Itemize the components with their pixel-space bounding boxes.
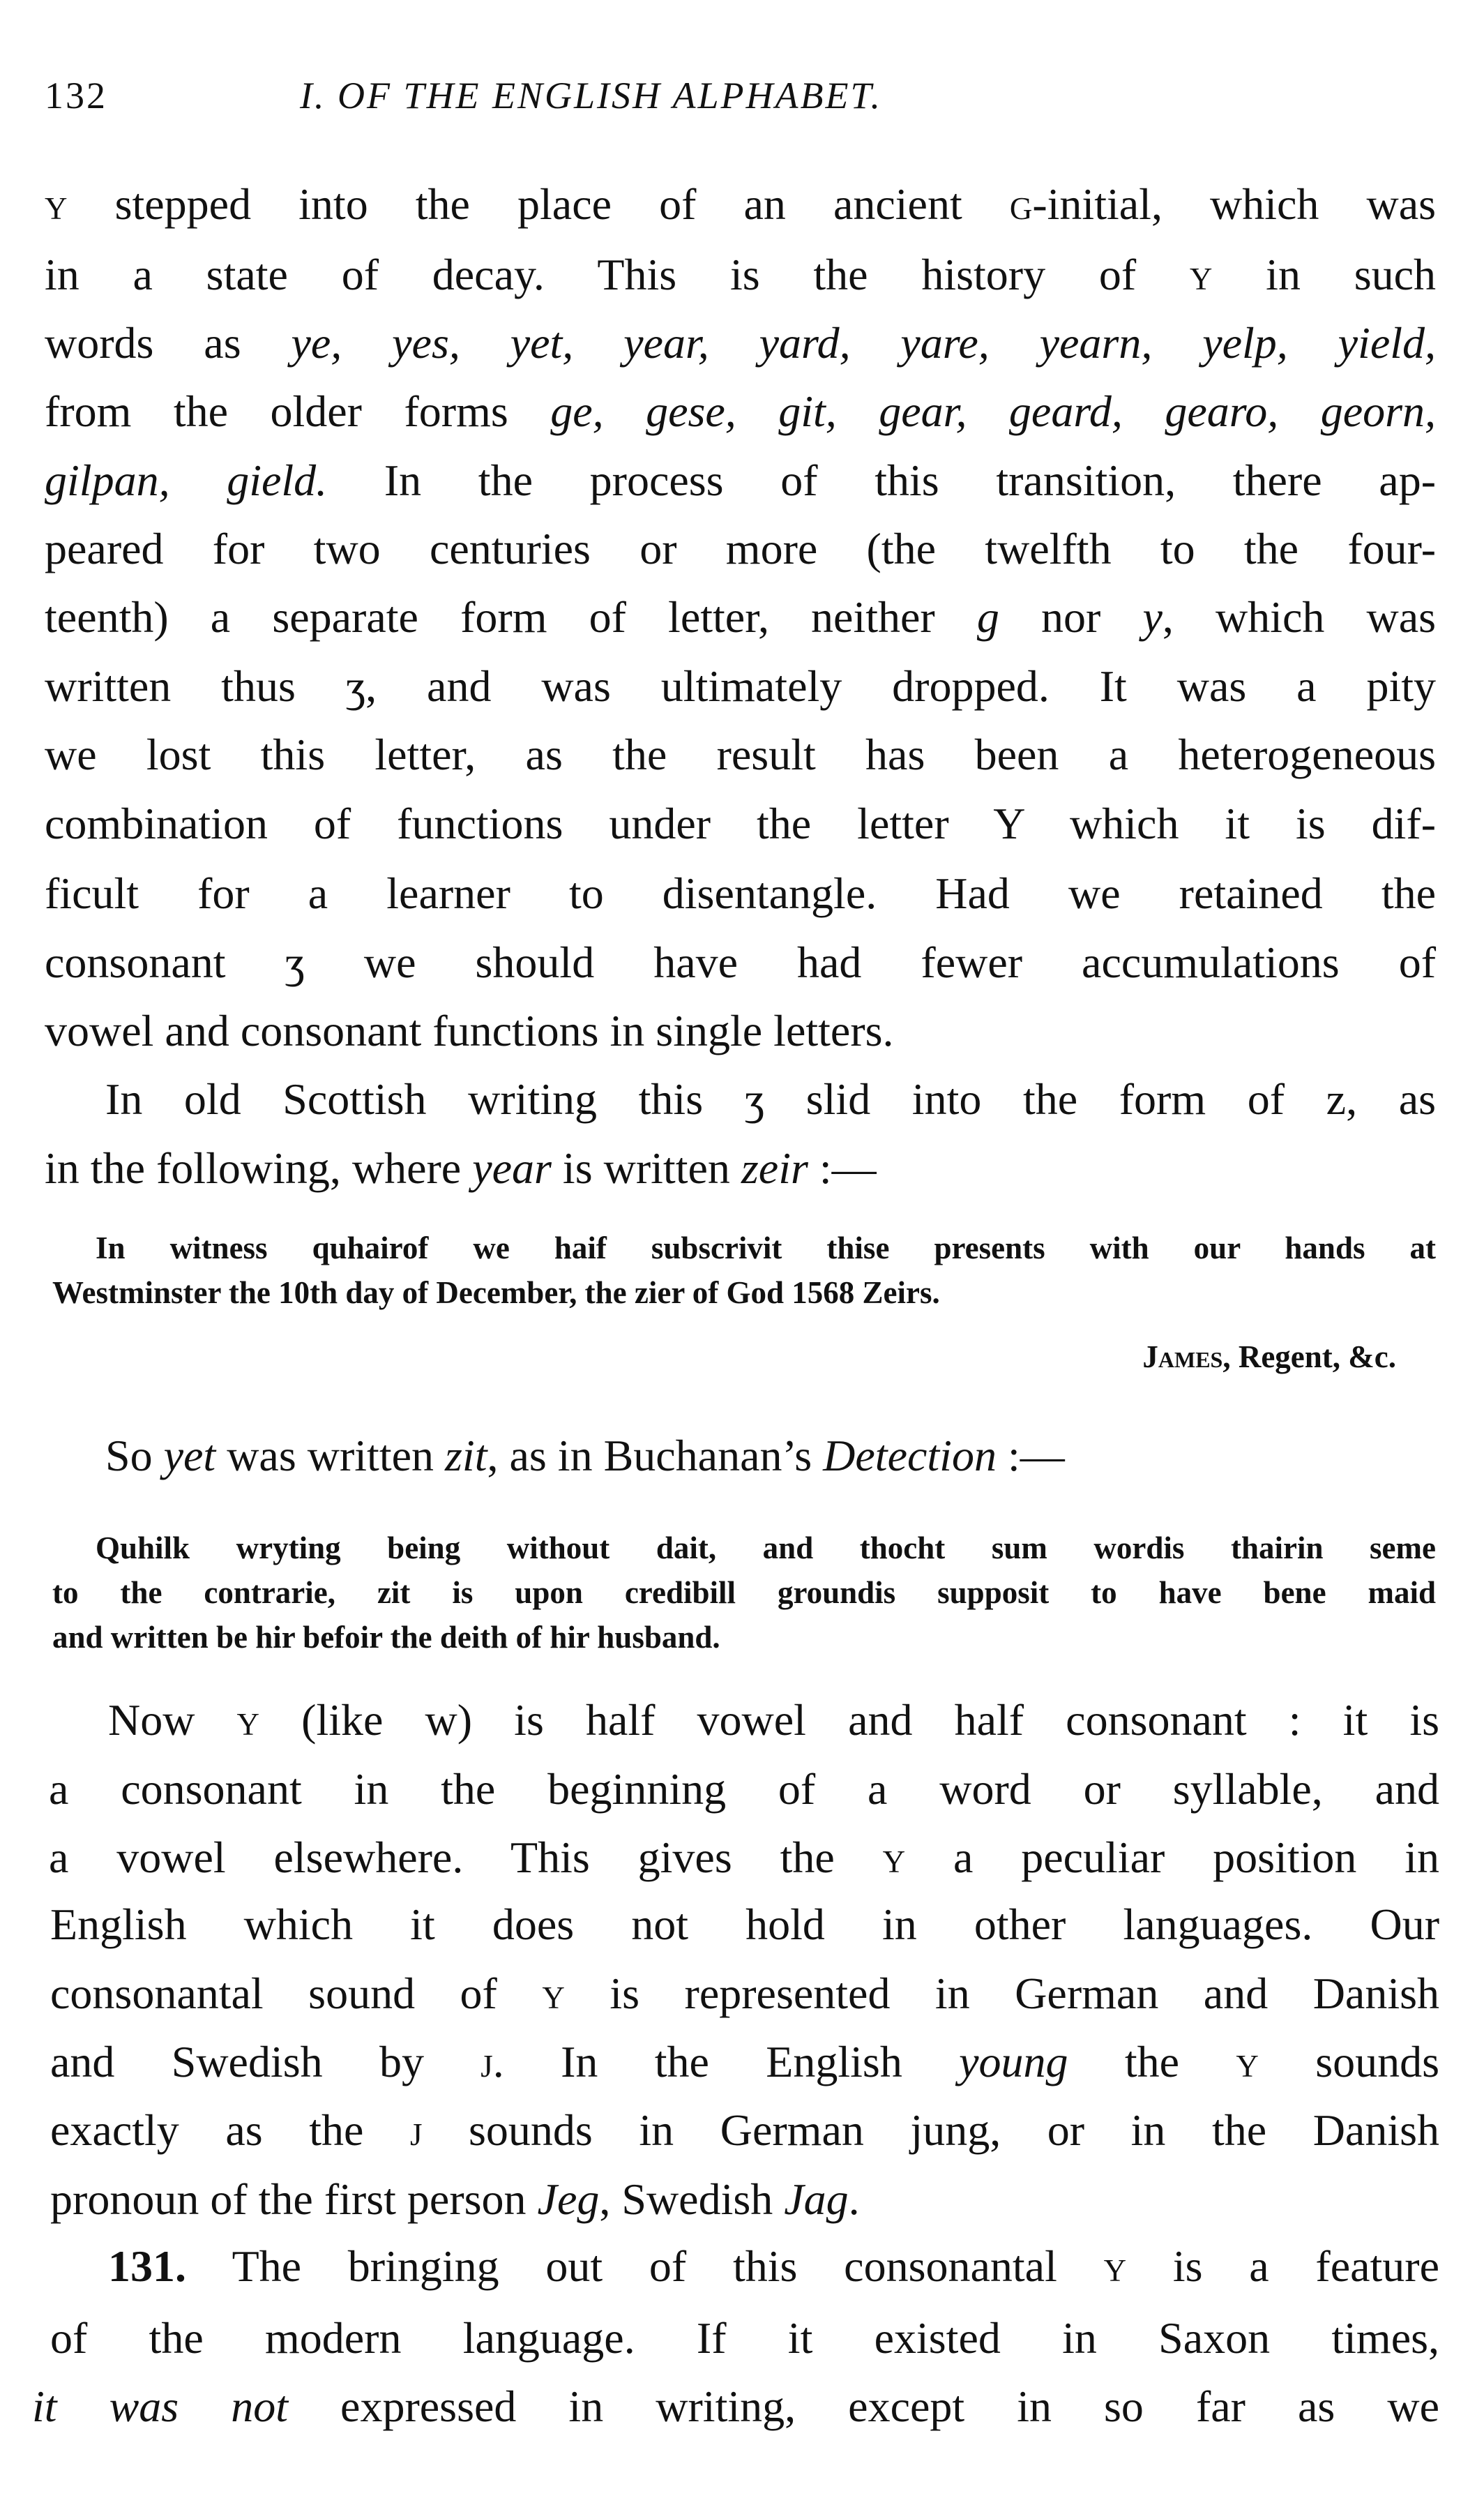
text-segment: combination of functions under the letter Y which it is dif- <box>45 799 1436 848</box>
page-number: 132 <box>45 75 107 116</box>
text-segment: the <box>1068 2037 1236 2086</box>
text-line <box>45 859 1436 928</box>
text-segment: pronoun of the first person <box>50 2174 538 2224</box>
quote-line <box>52 1270 1436 1315</box>
text-segment: In old Scottish writing this ʒ slid into the form of z, as <box>105 1074 1436 1124</box>
text-segment: young <box>959 2037 1068 2086</box>
text-segment: . <box>848 2174 860 2224</box>
text-segment: stepped into the place of an ancient <box>67 179 1010 229</box>
text-segment: In witness quhairof we haif subscrivit thise presents with our hands at <box>96 1231 1436 1265</box>
text-segment: y <box>542 1969 565 2018</box>
text-segment: English which it does not hold in other languages. Our <box>50 1900 1439 1949</box>
text-line <box>45 377 1436 446</box>
text-segment: a consonant in the beginning of a word or syllable, and <box>49 1764 1439 1814</box>
text-segment: in the following, where <box>45 1143 473 1193</box>
text-segment: Jeg <box>537 2174 600 2224</box>
text-segment: Now <box>108 1695 237 1745</box>
text-line <box>45 1134 1436 1203</box>
text-segment: peared for two centuries or more (the twelfth to the four- <box>45 524 1436 573</box>
text-line <box>45 583 1436 652</box>
text-segment: Quhilk wryting being without dait, and thocht sum wordis thairin seme <box>96 1530 1436 1565</box>
text-segment: y <box>45 179 68 229</box>
text-segment: y <box>1189 250 1213 299</box>
text-line <box>50 2096 1439 2165</box>
text-segment: consonantal sound of <box>50 1969 543 2018</box>
text-segment: exactly as the <box>50 2105 410 2155</box>
text-line <box>50 2028 1439 2096</box>
text-segment: y <box>236 1695 260 1745</box>
text-line <box>108 1686 1439 1754</box>
text-segment: (like w) is half vowel and half consonant : it is <box>259 1695 1440 1745</box>
text-segment: y <box>1142 592 1163 642</box>
text-segment: and written be hir befoir the deith of hir husband. <box>52 1620 720 1655</box>
text-segment: 131. <box>108 2241 186 2291</box>
text-line <box>45 446 1436 515</box>
quote-line <box>96 1526 1436 1570</box>
text-segment: , Regent, &c. <box>1222 1339 1396 1374</box>
text-segment: yet <box>163 1431 216 1480</box>
text-segment: is written <box>551 1143 741 1193</box>
text-segment: a vowel elsewhere. This gives the <box>49 1833 883 1882</box>
text-segment: y <box>1103 2241 1127 2291</box>
text-segment: ye, yes, yet, year, yard, yare, yearn, yelp, yield, <box>291 318 1437 368</box>
text-line <box>50 2304 1439 2372</box>
text-segment: teenth) a separate form of letter, neither <box>45 592 977 642</box>
text-line <box>49 1823 1439 1892</box>
text-segment: zeir <box>741 1143 808 1193</box>
text-segment: in a state of decay. This is the history of <box>45 250 1190 299</box>
quote-line <box>52 1615 1436 1660</box>
text-line <box>45 997 1436 1065</box>
text-segment: Westminster the 10th day of December, the zier of God 1568 Zeirs. <box>52 1275 940 1310</box>
text-segment: y <box>882 1833 906 1882</box>
text-line <box>105 1422 1436 1490</box>
text-segment: to the contrarie, zit is upon credibill groundis supposit to have bene maid <box>52 1575 1436 1610</box>
text-segment: written thus ʒ, and was ultimately dropped. It was a pity <box>45 661 1436 711</box>
text-segment: :— <box>808 1143 877 1193</box>
text-segment: is a feature <box>1126 2241 1440 2291</box>
text-segment: So <box>105 1431 164 1480</box>
text-segment: The bringing out of this consonantal <box>186 2241 1104 2291</box>
text-segment: Jag <box>784 2174 849 2224</box>
text-segment: -initial, which was <box>1032 179 1437 229</box>
text-segment: ge, gese, git, gear, geard, gearo, georn, <box>550 386 1437 436</box>
text-segment: sounds <box>1258 2037 1440 2086</box>
text-line <box>45 790 1436 858</box>
quote-line <box>52 1570 1436 1615</box>
text-segment: :— <box>996 1431 1065 1480</box>
text-line <box>45 241 1436 309</box>
text-line <box>105 1065 1436 1134</box>
text-line <box>50 1890 1439 1959</box>
text-segment: sounds in German jung, or in the Danish <box>422 2105 1440 2155</box>
text-segment: , which was <box>1162 592 1437 642</box>
text-segment: and Swedish by <box>50 2037 481 2086</box>
text-segment: is represented in German and Danish <box>564 1969 1440 2018</box>
text-line <box>108 2232 1439 2301</box>
text-line <box>50 1959 1439 2028</box>
text-segment: , as in Buchanan’s <box>487 1431 824 1480</box>
text-line <box>45 928 1436 997</box>
quote-line <box>96 1226 1436 1270</box>
text-line <box>50 2165 1439 2234</box>
text-segment: , Swedish <box>599 2174 785 2224</box>
text-segment: of the modern language. If it existed in Saxon times, <box>50 2313 1439 2363</box>
text-line <box>45 309 1436 377</box>
text-segment: in such <box>1212 250 1437 299</box>
text-line <box>45 515 1436 583</box>
text-segment: . In the English <box>492 2037 960 2086</box>
text-segment: j <box>409 2105 423 2155</box>
text-segment: was written <box>215 1431 445 1480</box>
text-segment: zit <box>445 1431 487 1480</box>
text-segment: g <box>1009 179 1033 229</box>
text-segment: j <box>480 2037 493 2086</box>
text-line <box>45 652 1436 721</box>
text-segment: we lost this letter, as the result has been a heterogeneous <box>45 730 1436 779</box>
text-segment: g <box>976 592 999 642</box>
text-line <box>45 721 1436 789</box>
text-line <box>32 2372 1439 2441</box>
text-segment: nor <box>999 592 1143 642</box>
text-segment: ficult for a learner to disentangle. Had we retained the <box>45 868 1436 918</box>
running-title: I. OF THE ENGLISH ALPHABET. <box>300 75 882 116</box>
text-segment: In the process of this transition, there ap- <box>327 456 1437 505</box>
text-segment: Detection <box>823 1431 997 1480</box>
text-line <box>49 1755 1439 1823</box>
text-segment: gilpan, gield. <box>45 456 328 505</box>
text-segment: y <box>1236 2037 1259 2086</box>
text-segment: year <box>472 1143 552 1193</box>
text-segment: it was not <box>32 2382 289 2431</box>
quote-signature <box>52 1334 1396 1379</box>
text-segment: expressed in writing, except in so far as we <box>288 2382 1440 2431</box>
text-segment: a peculiar position in <box>905 1833 1440 1882</box>
text-segment: James <box>1142 1339 1223 1374</box>
text-segment: consonant ʒ we should have had fewer accumulations of <box>45 938 1436 987</box>
text-segment: vowel and consonant functions in single letters. <box>45 1006 894 1055</box>
text-segment: words as <box>45 318 292 368</box>
text-line <box>45 170 1436 239</box>
text-segment: from the older forms <box>45 386 551 436</box>
